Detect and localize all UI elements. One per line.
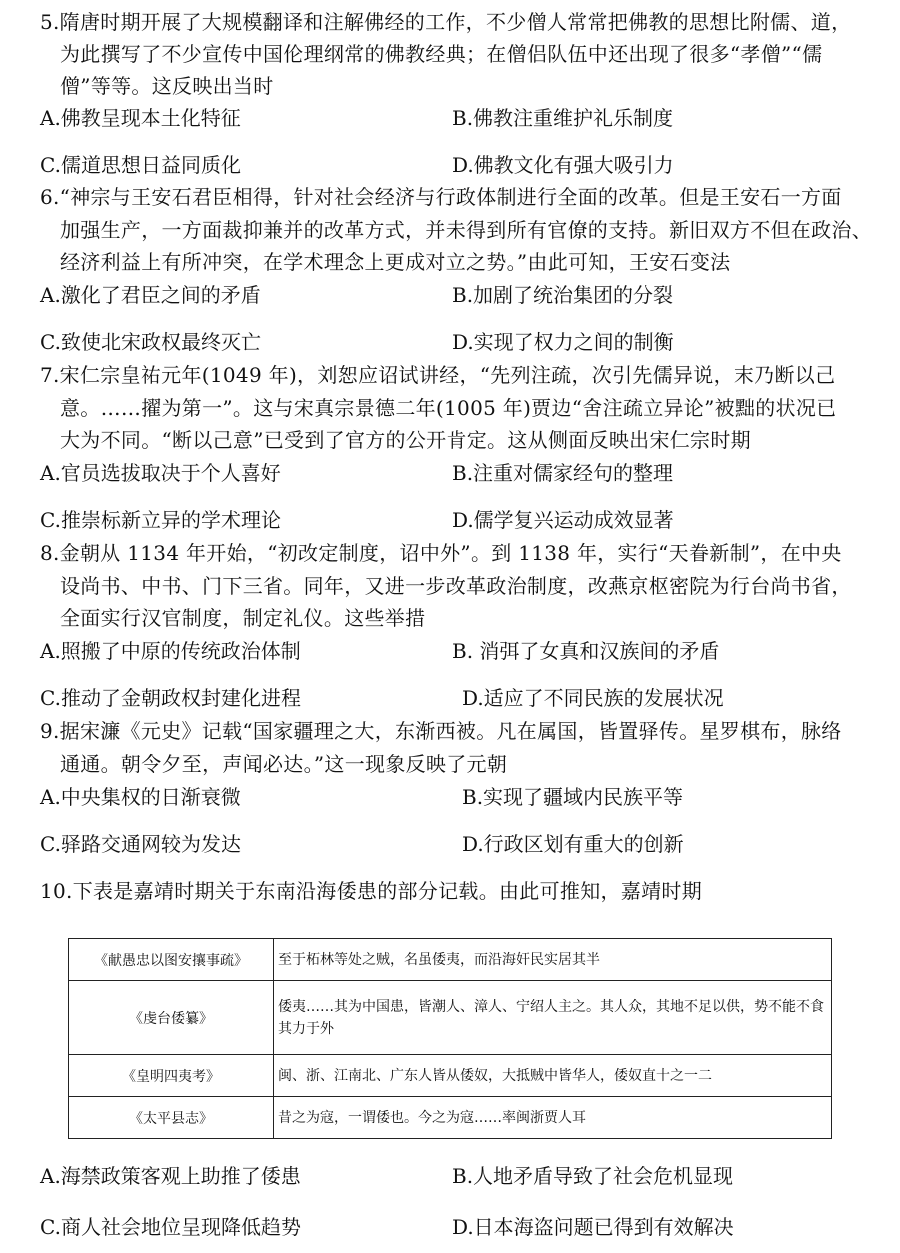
- q6-option-d[interactable]: D.实现了权力之间的制衡: [452, 330, 674, 354]
- q8-stem-line-2: 设尚书、中书、门下三省。同年，又进一步改革政治制度，改燕京枢密院为行台尚书省，: [60, 574, 852, 598]
- table-source-cell: 《皇明四夷考》: [69, 1055, 274, 1097]
- q5-option-d[interactable]: D.佛教文化有强大吸引力: [452, 153, 674, 177]
- records-table: [68, 938, 832, 1139]
- q8-option-c[interactable]: C.推动了金朝政权封建化进程: [40, 686, 301, 710]
- q7-stem-line-1: 7.宋仁宗皇祐元年(1049 年)，刘恕应诏试讲经，“先列注疏，次引先儒异说，末乃断以己: [40, 363, 836, 387]
- q9-stem-line-2: 通通。朝令夕至，声闻必达。”这一现象反映了元朝: [60, 752, 508, 776]
- table-source-cell: 《虔台倭纂》: [69, 981, 274, 1055]
- q6-option-a[interactable]: A.激化了君臣之间的矛盾: [40, 283, 261, 307]
- q5-stem-line-2: 为此撰写了不少宣传中国伦理纲常的佛教经典；在僧侣队伍中还出现了很多“孝僧”“儒: [60, 42, 823, 66]
- q5-option-b[interactable]: B.佛教注重维护礼乐制度: [452, 106, 674, 130]
- q9-option-a[interactable]: A.中央集权的日渐衰微: [40, 785, 241, 809]
- q7-option-d[interactable]: D.儒学复兴运动成效显著: [452, 508, 674, 532]
- table-source-cell: 《太平县志》: [69, 1097, 274, 1139]
- q9-stem-line-1: 9.据宋濂《元史》记载“国家疆理之大，东渐西被。凡在属国，皆置驿传。星罗棋布，脉络: [40, 719, 842, 743]
- table-row: [69, 981, 832, 1055]
- q6-stem-line-3: 经济利益上有所冲突，在学术理念上更成对立之势。”由此可知，王安石变法: [60, 250, 731, 274]
- q9-option-b[interactable]: B.实现了疆域内民族平等: [462, 785, 684, 809]
- table-source-cell: 《献愚忠以图安攘事疏》: [69, 939, 274, 981]
- q5-stem-line-1: 5.隋唐时期开展了大规模翻译和注解佛经的工作，不少僧人常常把佛教的思想比附儒、道，: [40, 10, 852, 34]
- q8-option-b[interactable]: B. 消弭了女真和汉族间的矛盾: [452, 639, 720, 663]
- q10-option-c[interactable]: C.商人社会地位呈现降低趋势: [40, 1215, 301, 1239]
- q5-option-c[interactable]: C.儒道思想日益同质化: [40, 153, 241, 177]
- table-row: [69, 939, 832, 981]
- q6-stem-line-1: 6.“神宗与王安石君臣相得，针对社会经济与行政体制进行全面的改革。但是王安石一方面: [40, 185, 842, 209]
- q8-stem-line-1: 8.金朝从 1134 年开始，“初改定制度，诏中外”。到 1138 年，实行“天眷新制”，在中央: [40, 541, 842, 565]
- q7-option-b[interactable]: B.注重对儒家经句的整理: [452, 461, 674, 485]
- q6-stem-line-2: 加强生产，一方面裁抑兼并的改革方式，并未得到所有官僚的支持。新旧双方不但在政治、: [60, 218, 872, 242]
- q6-option-b[interactable]: B.加剧了统治集团的分裂: [452, 283, 674, 307]
- q9-option-c[interactable]: C.驿路交通网较为发达: [40, 832, 241, 856]
- q7-option-c[interactable]: C.推崇标新立异的学术理论: [40, 508, 281, 532]
- q7-stem-line-3: 大为不同。“断以己意”已受到了官方的公开肯定。这从侧面反映出宋仁宗时期: [60, 428, 751, 452]
- q7-stem-line-2: 意。……擢为第一”。这与宋真宗景德二年(1005 年)贾边“舍注疏立异论”被黜的状况已: [60, 396, 837, 420]
- table-text-cell: 昔之为寇，一谓倭也。今之为寇……率闽浙贾人耳: [274, 1097, 832, 1139]
- q10-option-d[interactable]: D.日本海盗问题已得到有效解决: [452, 1215, 734, 1239]
- table-row: [69, 1097, 832, 1139]
- table-row: [69, 1055, 832, 1097]
- table-text-cell: 至于柘林等处之贼，名虽倭夷，而沿海奸民实居其半: [274, 939, 832, 981]
- q10-option-a[interactable]: A.海禁政策客观上助推了倭患: [40, 1164, 301, 1188]
- q6-option-c[interactable]: C.致使北宋政权最终灭亡: [40, 330, 261, 354]
- q5-stem-line-3: 僧”等等。这反映出当时: [60, 74, 274, 98]
- table-text-cell: 闽、浙、江南北、广东人皆从倭奴，大抵贼中皆华人，倭奴直十之一二: [274, 1055, 832, 1097]
- q8-stem-line-3: 全面实行汉官制度，制定礼仪。这些举措: [60, 606, 426, 630]
- table-text-cell: 倭夷……其为中国患，皆潮人、漳人、宁绍人主之。其人众，其地不足以供，势不能不食其力于外: [274, 981, 832, 1055]
- q5-option-a[interactable]: A.佛教呈现本土化特征: [40, 106, 241, 130]
- q9-option-d[interactable]: D.行政区划有重大的创新: [462, 832, 684, 856]
- q10-option-b[interactable]: B.人地矛盾导致了社会危机显现: [452, 1164, 734, 1188]
- q10-stem-line-1: 10.下表是嘉靖时期关于东南沿海倭患的部分记载。由此可推知，嘉靖时期: [40, 879, 703, 903]
- q8-option-d[interactable]: D.适应了不同民族的发展状况: [462, 686, 724, 710]
- q8-option-a[interactable]: A.照搬了中原的传统政治体制: [40, 639, 301, 663]
- q7-option-a[interactable]: A.官员选拔取决于个人喜好: [40, 461, 281, 485]
